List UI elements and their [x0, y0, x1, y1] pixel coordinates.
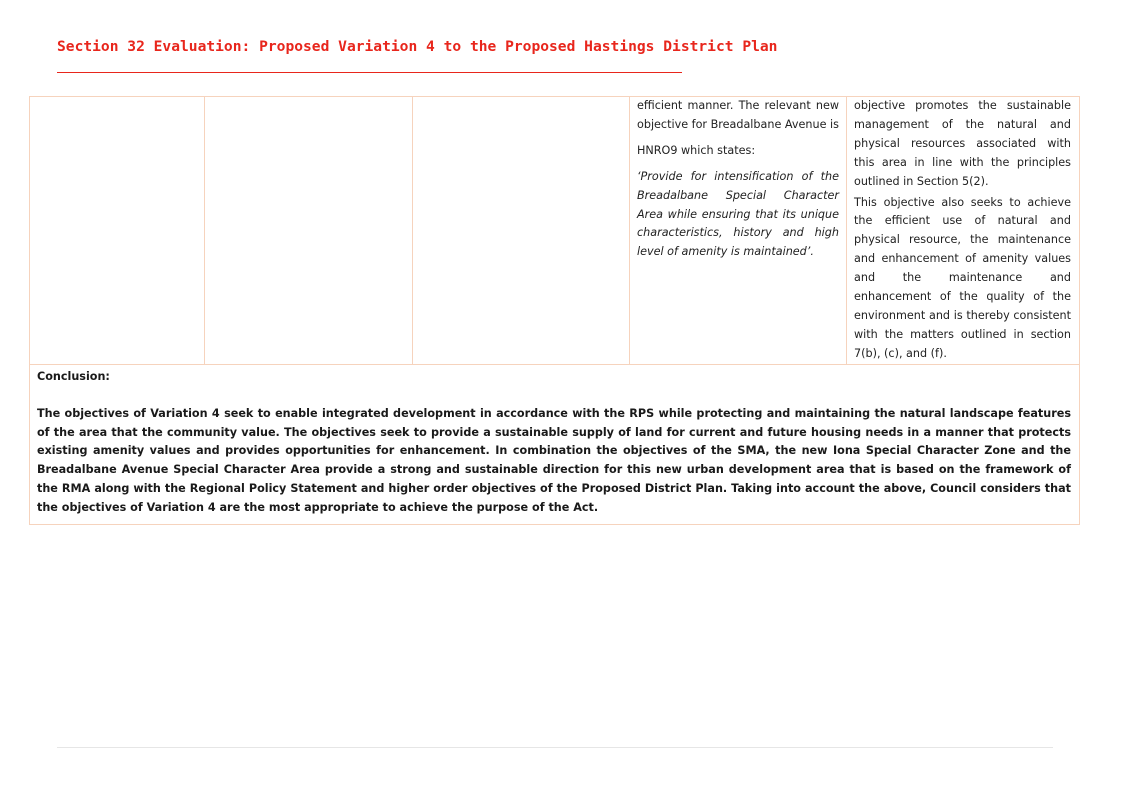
conclusion-body: The objectives of Variation 4 seek to enable integrated development in accordance with the RPS while protecting and maintaining the natural landscape features of the area that the community value. The objectives seek to provide a sustainable supply of land for current and future housing needs in a manner that protects existing amenity values and provides opportunities for enhancement. In combination the objectives of the SMA, the new Iona Special Character Zone and the Breadalbane Avenue Special Character Area provide a strong and sustainable direction for this new urban development area that is based on the framework of the RMA along with the Regional Policy Statement and higher order objectives of the Proposed District Plan. Taking into account the above, Council considers that the objectives of Variation 4 are the most appropriate to achieve the purpose of the Act. — [37, 406, 1071, 515]
table-cell-empty-2 — [205, 97, 413, 365]
evaluation-paragraph-1: objective promotes the sustainable management of the natural and physical resources associated with this area in line with the principles outlined in Section 5(2). — [854, 99, 1071, 188]
table-row — [30, 97, 1080, 365]
evaluation-paragraph-2: This objective also seeks to achieve the efficient use of natural and physical resource, the maintenance and enhancement of amenity values and the maintenance and enhancement of the quality of the environment and is thereby consistent with the matters outlined in section 7(b), (c), and (f). — [854, 195, 1071, 360]
table-row-conclusion — [30, 364, 1080, 524]
objective-reference: HNRO9 which states: — [637, 143, 756, 157]
table-cell-empty-3 — [413, 97, 630, 365]
conclusion-heading: Conclusion: — [37, 369, 110, 383]
page-header — [57, 37, 778, 57]
footer-divider — [57, 747, 1053, 748]
page-title: Section 32 Evaluation: Proposed Variation 4 to the Proposed Hastings District Plan — [57, 38, 778, 55]
objective-quote: ‘Provide for intensification of the Breadalbane Special Character Area while ensuring that its unique characteristics, history and high level of amenity is maintained’. — [637, 169, 839, 259]
conclusion-cell — [30, 364, 1080, 524]
table-cell-evaluation — [847, 97, 1080, 365]
evaluation-table — [29, 96, 1080, 525]
title-underline — [57, 72, 682, 73]
table-cell-objective — [630, 97, 847, 365]
objective-intro: efficient manner. The relevant new objective for Breadalbane Avenue is — [637, 99, 839, 131]
table-cell-empty-1 — [30, 97, 205, 365]
